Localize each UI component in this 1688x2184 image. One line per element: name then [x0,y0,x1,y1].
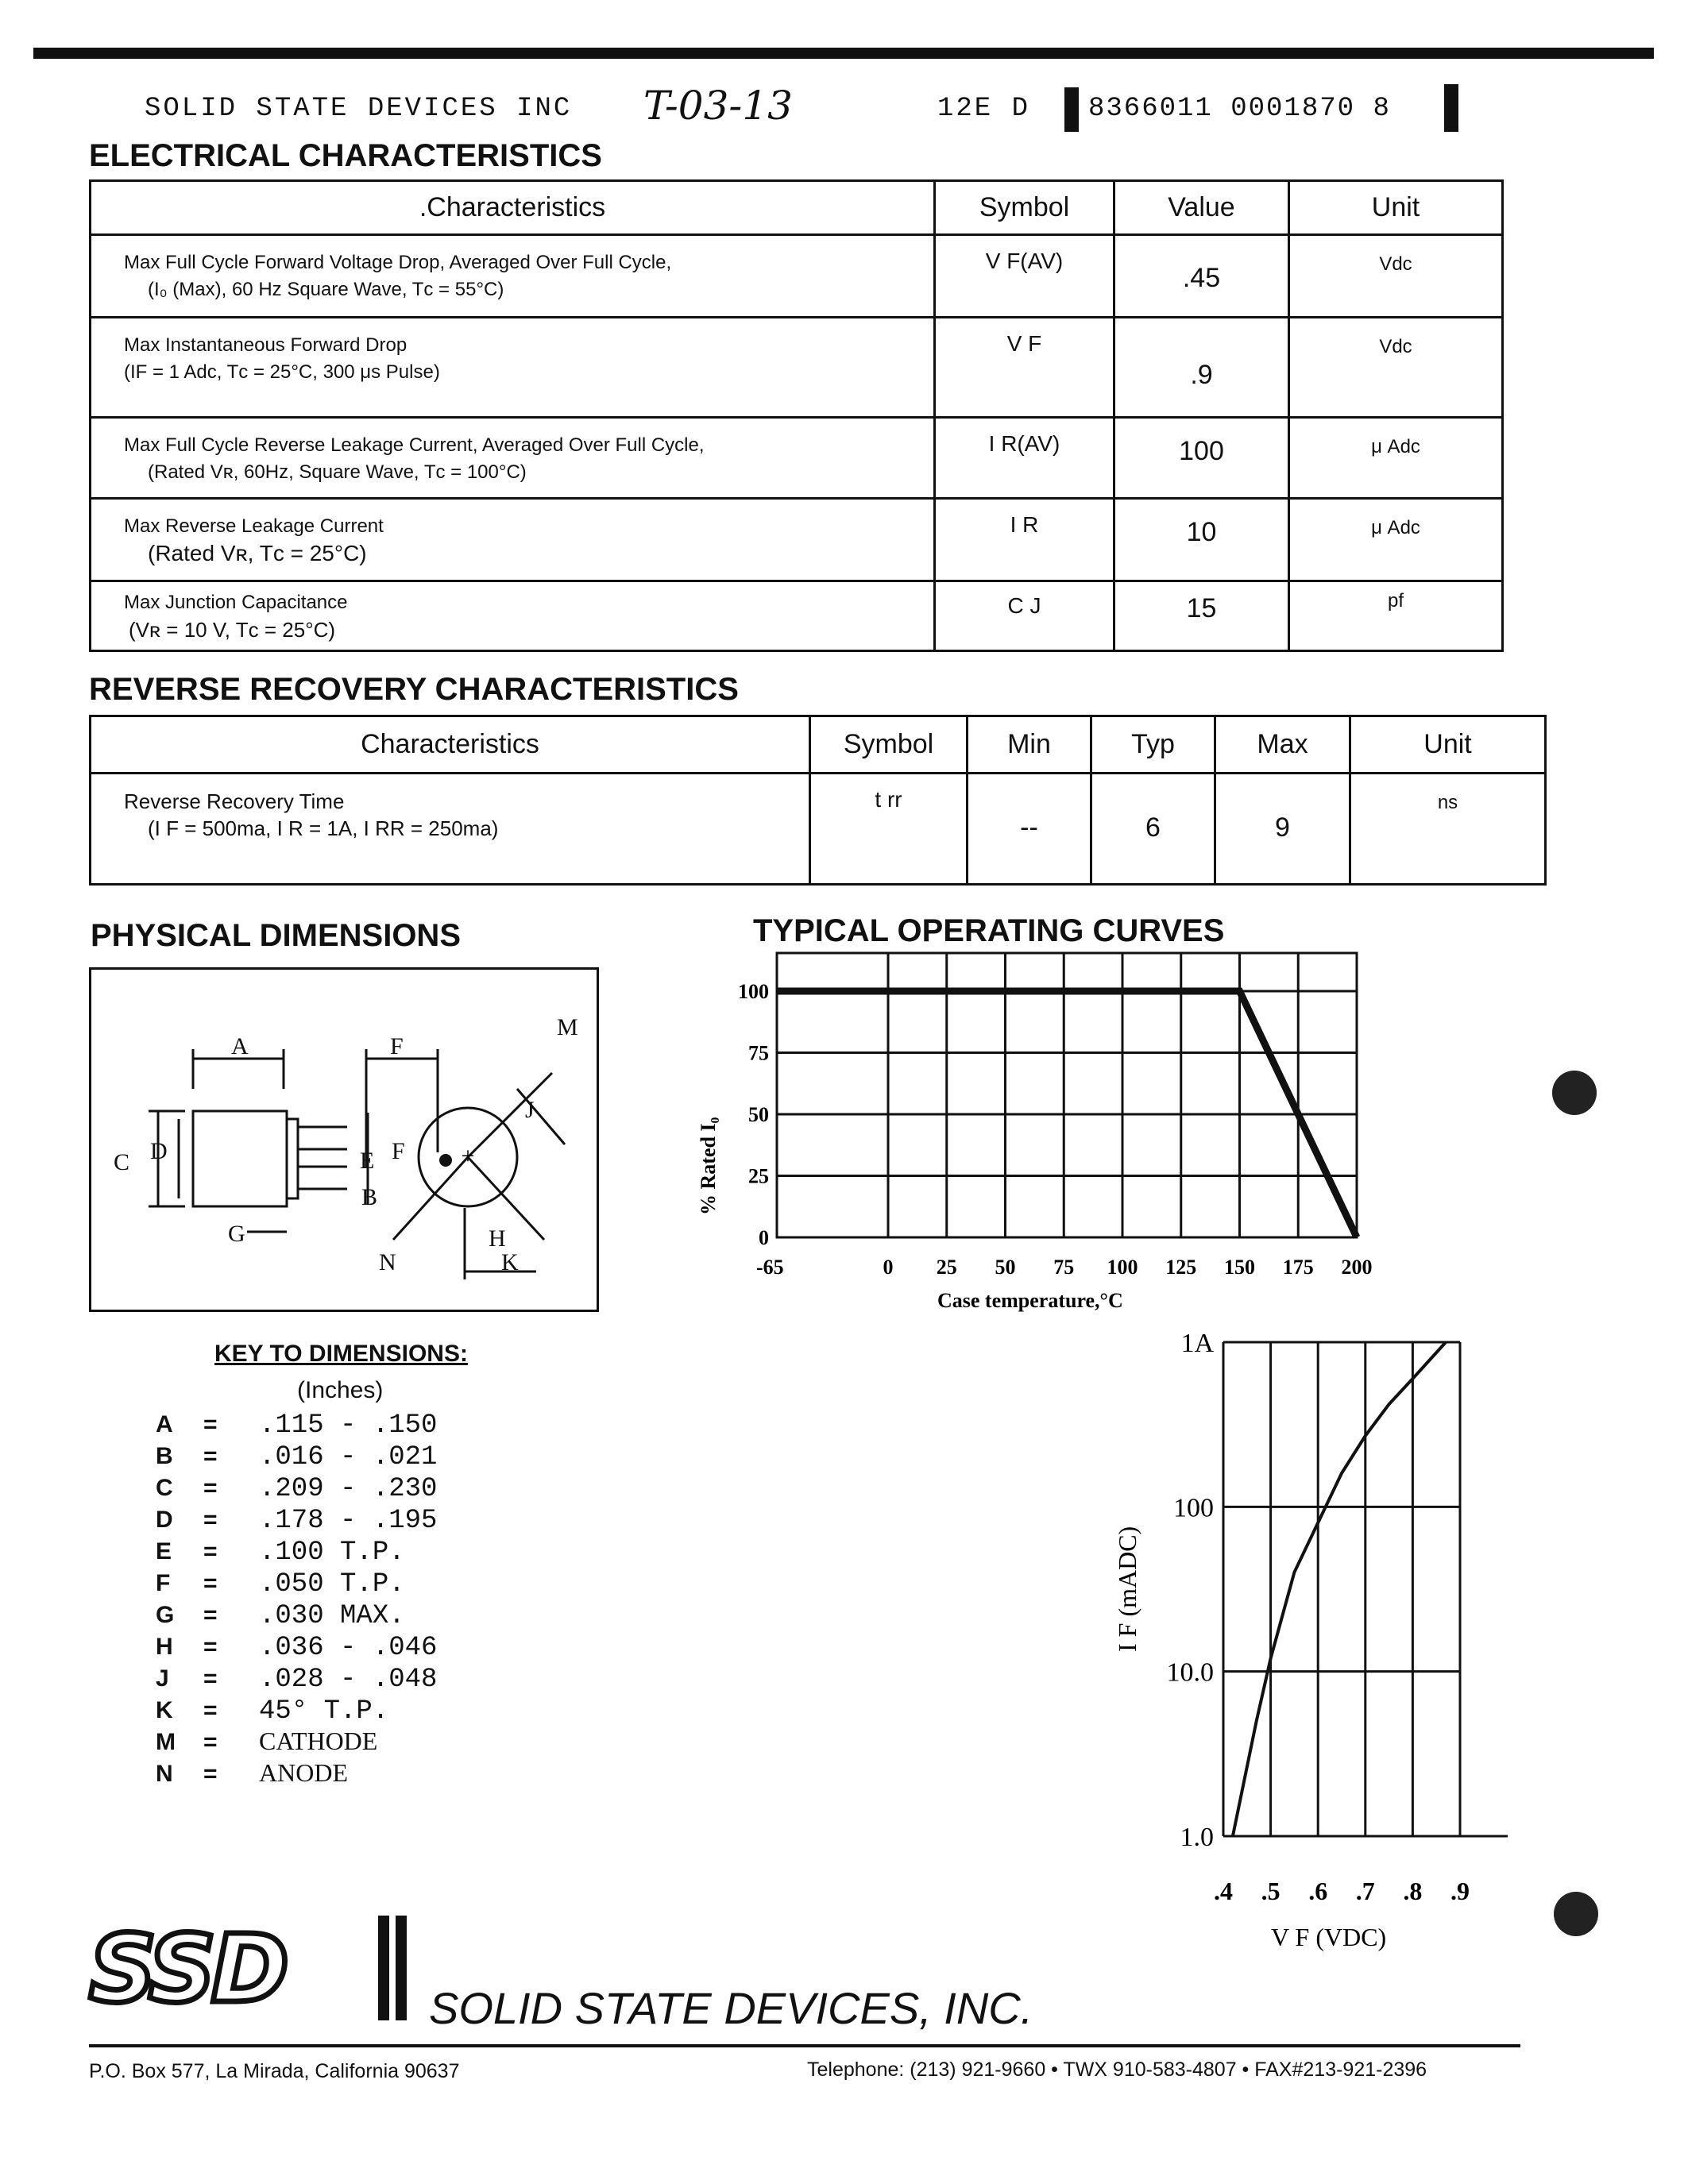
x-tick-label: 0 [883,1256,894,1279]
list-item: E = .100 T.P. [156,1538,405,1568]
doc-number: 8366011 0001870 8 [1088,94,1391,124]
list-item: H = .036 - .046 [156,1633,438,1663]
unit-cell: Vdc [1289,235,1503,318]
x-tick-label: 25 [936,1256,957,1279]
footer-phone: Telephone: (213) 921-9660 • TWX 910-583-4807 • FAX#213-921-2396 [807,2059,1427,2081]
symbol-cell: V F [935,318,1114,418]
symbol-cell: C J [935,581,1114,651]
header-code: 12E D [937,94,1031,124]
x-axis-label: V F (VDC) [1271,1923,1387,1951]
curves-title: TYPICAL OPERATING CURVES [753,913,1225,948]
table-row: Max Junction Capacitance (Vʀ = 10 V, Tᴄ = 25°C) C J 15 pf [91,581,1503,651]
dim-label-f: F [390,1033,404,1059]
x-axis-label: Case temperature,°C [937,1289,1123,1312]
list-item: K = 45° T.P. [156,1696,389,1727]
company-header: SOLID STATE DEVICES INC [145,94,573,124]
typ-cell: 6 [1091,774,1215,885]
binder-hole [1552,1071,1597,1115]
top-rule [33,48,1654,59]
y-tick-label: 25 [748,1164,769,1188]
dim-label-m: M [557,1014,578,1040]
col-symbol: Symbol [935,181,1114,235]
key-list [156,1409,601,1790]
dim-label-c: C [114,1149,130,1175]
unit-cell: ns [1350,774,1546,885]
x-tick-label: 75 [1053,1256,1075,1279]
reverse-table [89,715,1547,886]
x-tick-label: 175 [1282,1256,1314,1279]
x-tick-label: .7 [1355,1877,1375,1905]
logo-bar [396,1916,407,2020]
col-typ: Typ [1091,716,1215,774]
dim-label-n: N [379,1249,396,1275]
ssd-logo: SSD [89,1914,284,2024]
table-row: Max Full Cycle Forward Voltage Drop, Averaged Over Full Cycle, (I₀ (Max), 60 Hz Square Wave, Tᴄ = 55°C) V F(AV) .45 Vdc [91,235,1503,318]
dim-label-j: J [525,1097,535,1123]
dim-label-f2: F [392,1138,405,1164]
list-item: C = .209 - .230 [156,1474,438,1504]
binder-hole [1554,1892,1598,1936]
footer-rule [89,2044,1520,2047]
value-cell: .45 [1114,235,1289,318]
list-item: J = .028 - .048 [156,1665,438,1695]
list-item: D = .178 - .195 [156,1506,438,1536]
table-row: Reverse Recovery Time (I F = 500ma, I R = 1A, I RR = 250ma) t rr -- 6 9 ns [91,774,1546,885]
dim-label-b: B [361,1184,378,1210]
dim-label-k: K [501,1249,519,1275]
key-title: KEY TO DIMENSIONS: [214,1341,468,1367]
col-value: Value [1114,181,1289,235]
col-unit: Unit [1289,181,1503,235]
dim-label-g: G [228,1221,245,1247]
barcode-mark [1444,84,1458,132]
x-tick-label: .6 [1308,1877,1328,1905]
x-tick-label: 150 [1224,1256,1255,1279]
y-tick-label: 50 [748,1103,769,1126]
y-tick-label: 10.0 [1166,1657,1214,1688]
value-cell: 100 [1114,418,1289,499]
footer-address: P.O. Box 577, La Mirada, California 90637 [89,2060,460,2082]
handwritten-code: T-03-13 [643,83,793,129]
svg-text:+: + [461,1143,475,1169]
x-tick-label: .4 [1214,1877,1233,1905]
value-cell: 10 [1114,499,1289,581]
unit-cell: μ Adc [1289,418,1503,499]
symbol-cell: t rr [810,774,968,885]
x-tick-label: -65 [756,1256,784,1279]
x-tick-label: 50 [995,1256,1016,1279]
col-characteristics: Characteristics [91,716,810,774]
x-tick-label: .9 [1450,1877,1470,1905]
key-units: (Inches) [297,1377,384,1403]
y-axis-label: % Rated I₀ [697,1117,720,1215]
logo-bar [378,1916,389,2020]
reverse-title: REVERSE RECOVERY CHARACTERISTICS [89,672,739,707]
physical-title: PHYSICAL DIMENSIONS [91,918,461,953]
symbol-cell: V F(AV) [935,235,1114,318]
can-body [193,1111,287,1206]
value-cell: 15 [1114,581,1289,651]
min-cell: -- [968,774,1091,885]
package-drawing [91,970,597,1310]
x-tick-label: 200 [1341,1256,1373,1279]
y-axis-label: I F (mADC) [1113,1526,1141,1652]
dimension-drawing-frame [89,967,599,1312]
list-item: A = .115 - .150 [156,1410,438,1441]
table-row: Max Reverse Leakage Current (Rated Vʀ, Tᴄ = 25°C) I R 10 μ Adc [91,499,1503,581]
col-min: Min [968,716,1091,774]
forward-chart [1112,1302,1541,1970]
footer-company: SOLID STATE DEVICES, INC. [429,1983,1033,2033]
electrical-table [89,179,1504,652]
unit-cell: pf [1289,581,1503,651]
value-cell: .9 [1114,318,1289,418]
y-tick-label: 100 [738,980,769,1003]
list-item: N = ANODE [156,1758,348,1787]
list-item: B = .016 - .021 [156,1442,438,1472]
electrical-title: ELECTRICAL CHARACTERISTICS [89,138,602,173]
col-unit: Unit [1350,716,1546,774]
table-row: Max Full Cycle Reverse Leakage Current, Averaged Over Full Cycle, (Rated Vʀ, 60Hz, Square Wave, Tᴄ = 100°C) I R(AV) 100 μ Adc [91,418,1503,499]
symbol-cell: I R [935,499,1114,581]
x-tick-label: .5 [1261,1877,1280,1905]
dim-label-h: H [489,1225,506,1252]
plot-frame [777,953,1357,1237]
table-row: Max Instantaneous Forward Drop (IF = 1 Adc, Tᴄ = 25°C, 300 μs Pulse) V F .9 Vdc [91,318,1503,418]
max-cell: 9 [1215,774,1350,885]
col-max: Max [1215,716,1350,774]
x-tick-label: 125 [1165,1256,1197,1279]
col-symbol: Symbol [810,716,968,774]
dim-label-a: A [231,1033,249,1059]
y-tick-label: 100 [1173,1493,1214,1523]
x-tick-label: .8 [1403,1877,1423,1905]
y-tick-label: 1.0 [1180,1823,1214,1852]
barcode-mark [1064,87,1079,132]
y-tick-label: 1A [1180,1329,1214,1358]
col-characteristics: .Characteristics [91,181,935,235]
list-item: G = .030 MAX. [156,1601,405,1631]
y-tick-label: 0 [759,1226,769,1249]
list-item: F = .050 T.P. [156,1569,405,1599]
dim-label-e: E [360,1148,375,1174]
x-tick-label: 100 [1107,1256,1138,1279]
symbol-cell: I R(AV) [935,418,1114,499]
dim-label-d: D [150,1138,168,1164]
can-flange [287,1119,298,1198]
unit-cell: Vdc [1289,318,1503,418]
derating-chart [683,945,1398,1326]
y-tick-label: 75 [748,1041,769,1065]
list-item: M = CATHODE [156,1727,378,1755]
unit-cell: μ Adc [1289,499,1503,581]
